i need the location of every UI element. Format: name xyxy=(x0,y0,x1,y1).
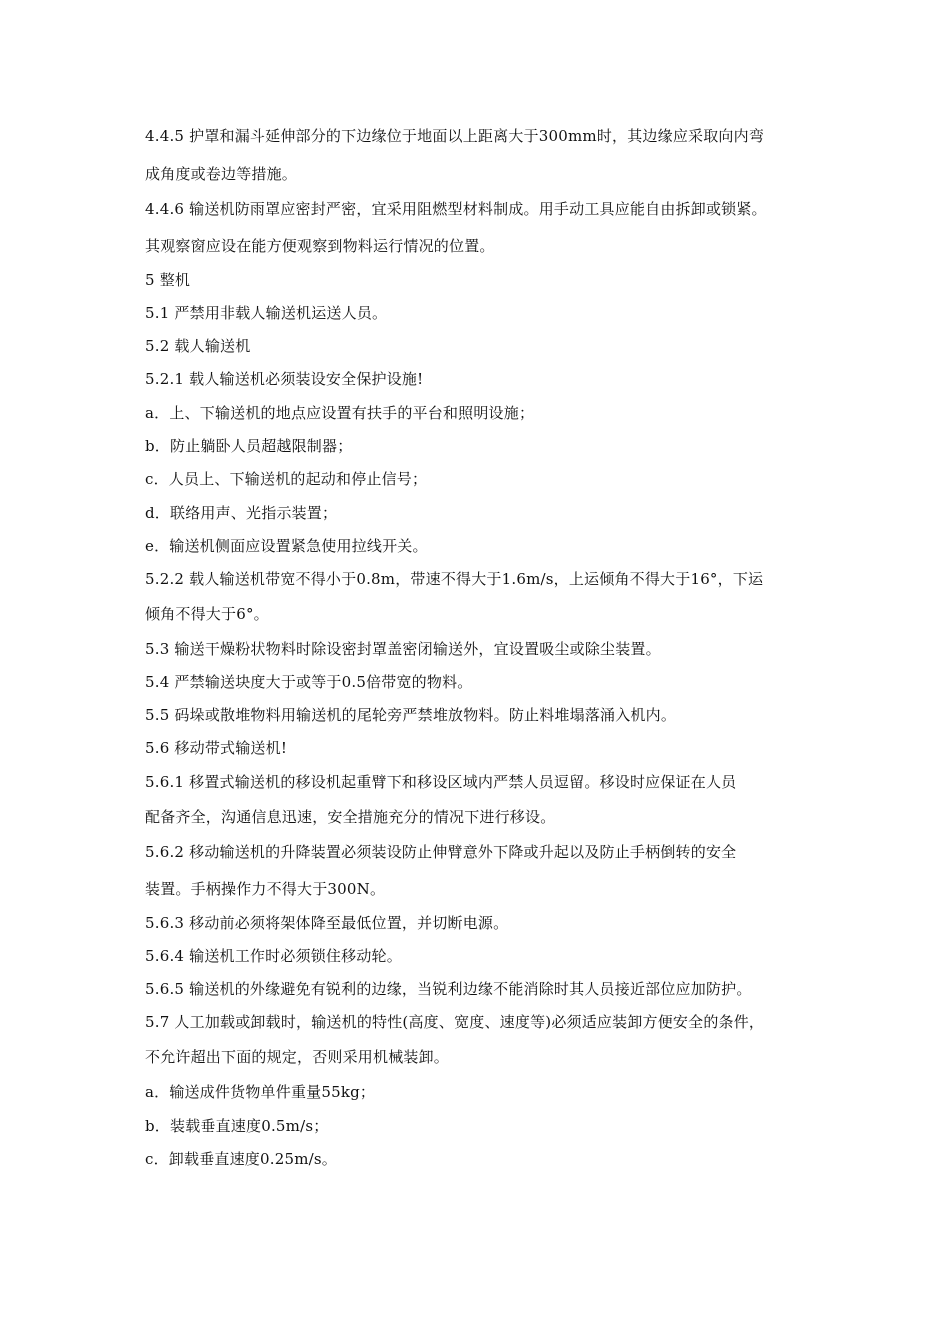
text-line: 5.2.2 载人输送机带宽不得小于0.8m，带速不得大于1.6m/s，上运倾角不得大于16°，下运 xyxy=(145,570,764,588)
text-line: 5.5 码垛或散堆物料用输送机的尾轮旁严禁堆放物料。防止料堆塌落涌入机内。 xyxy=(145,706,677,724)
text-line: 5.7 人工加载或卸载时，输送机的特性(高度、宽度、速度等)必须适应装卸方便安全的条件， xyxy=(145,1013,765,1031)
list-item: e．输送机侧面应设置紧急使用拉线开关。 xyxy=(145,537,428,555)
section-heading: 5.2 载人输送机 xyxy=(145,337,251,355)
text-line: 4.4.5 护罩和漏斗延伸部分的下边缘位于地面以上距离大于300mm时，其边缘应采取向内弯 xyxy=(145,127,765,145)
text-line: 5.6.5 输送机的外缘避免有锐利的边缘，当锐利边缘不能消除时其人员接近部位应加防护。 xyxy=(145,980,752,998)
text-line: 5.6.4 输送机工作时必须锁住移动轮。 xyxy=(145,947,402,965)
text-line: 5.2.1 载人输送机必须装设安全保护设施! xyxy=(145,370,424,388)
text-line: 成角度或卷边等措施。 xyxy=(145,165,298,183)
text-line: 4.4.6 输送机防雨罩应密封严密，宜采用阻燃型材料制成。用手动工具应能自由拆卸或锁紧。 xyxy=(145,200,767,218)
list-item: d．联络用声、光指示装置； xyxy=(145,504,338,522)
list-item: b．装载垂直速度0.5m/s； xyxy=(145,1117,329,1135)
list-item: b．防止躺卧人员超越限制器； xyxy=(145,437,353,455)
list-item: a．上、下输送机的地点应设置有扶手的平台和照明设施； xyxy=(145,404,535,422)
text-line: 5.6.1 移置式输送机的移设机起重臂下和移设区域内严禁人员逗留。移设时应保证在人员 xyxy=(145,773,737,791)
text-line: 5.6.2 移动输送机的升降装置必须装设防止伸臂意外下降或升起以及防止手柄倒转的安全 xyxy=(145,843,737,861)
list-item: c．卸载垂直速度0.25m/s。 xyxy=(145,1150,337,1168)
text-line: 装置。手柄操作力不得大于300N。 xyxy=(145,880,386,898)
text-line: 不允许超出下面的规定，否则采用机械装卸。 xyxy=(145,1048,450,1066)
text-line: 倾角不得大于6°。 xyxy=(145,605,269,623)
text-line: 5.6.3 移动前必须将架体降至最低位置，并切断电源。 xyxy=(145,914,509,932)
section-heading: 5 整机 xyxy=(145,271,191,289)
text-line: 5.3 输送干燥粉状物料时除设密封罩盖密闭输送外，宜设置吸尘或除尘装置。 xyxy=(145,640,661,658)
list-item: c．人员上、下输送机的起动和停止信号； xyxy=(145,470,428,488)
text-line: 其观察窗应设在能方便观察到物料运行情况的位置。 xyxy=(145,237,495,255)
text-line: 5.1 严禁用非载人输送机运送人员。 xyxy=(145,304,388,322)
text-line: 配备齐全，沟通信息迅速，安全措施充分的情况下进行移设。 xyxy=(145,808,556,826)
text-line: 5.4 严禁输送块度大于或等于0.5倍带宽的物料。 xyxy=(145,673,473,691)
list-item: a．输送成件货物单件重量55kg； xyxy=(145,1083,376,1101)
text-line: 5.6 移动带式输送机! xyxy=(145,739,288,757)
